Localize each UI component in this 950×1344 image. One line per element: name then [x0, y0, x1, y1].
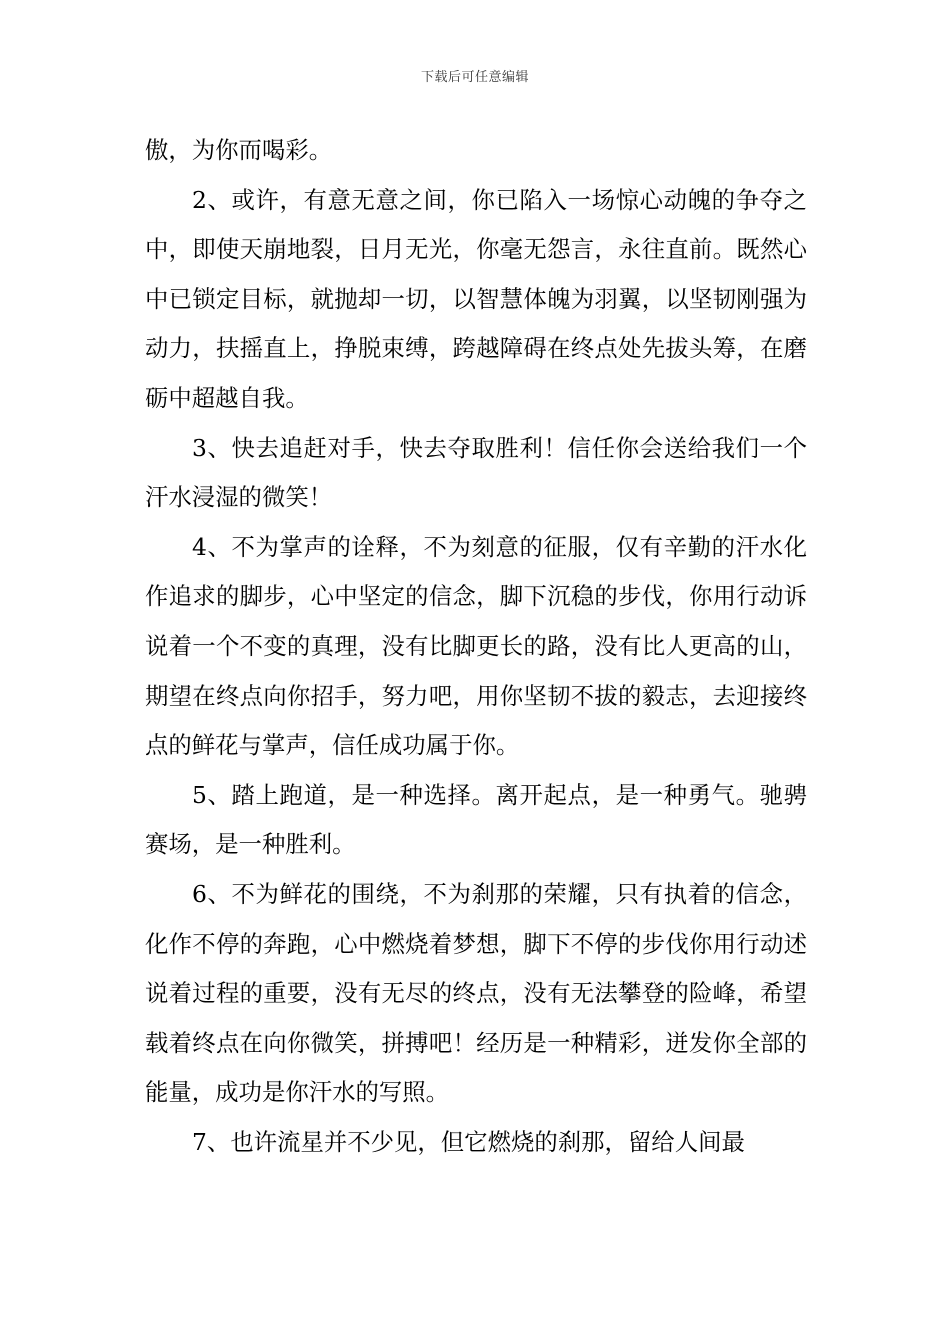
- paragraph: 5、踏上跑道，是一种选择。离开起点，是一种勇气。驰骋赛场，是一种胜利。: [145, 780, 807, 859]
- paragraph: 3、快去追赶对手，快去夺取胜利！信任你会送给我们一个汗水浸湿的微笑！: [145, 433, 807, 512]
- paragraph: 7、也许流星并不少见，但它燃烧的刹那，留给人间最: [192, 1127, 745, 1156]
- paragraph: 4、不为掌声的诠释，不为刻意的征服，仅有辛勤的汗水化作追求的脚步，心中坚定的信念，脚下沉稳的步伐，你用行动诉说着一个不变的真理，没有比脚更长的路，没有比人更高的山，期望在终点向你招手，努力吧，用你坚韧不拔的毅志，去迎接终点的鲜花与掌声，信任成功属于你。: [145, 532, 807, 760]
- document-body: [145, 126, 807, 1167]
- paragraph: 6、不为鲜花的围绕，不为刹那的荣耀，只有执着的信念，化作不停的奔跑，心中燃烧着梦想，脚下不停的步伐你用行动述说着过程的重要，没有无尽的终点，没有无法攀登的险峰，希望载着终点在向你微笑，拼搏吧！经历是一种精彩，迸发你全部的能量，成功是你汗水的写照。: [145, 879, 807, 1107]
- header-note: 下载后可任意编辑: [420, 70, 529, 85]
- paragraph: 2、或许，有意无意之间，你已陷入一场惊心动魄的争夺之中，即使天崩地裂，日月无光，你毫无怨言，永往直前。既然心中已锁定目标，就抛却一切，以智慧体魄为羽翼，以坚韧刚强为动力，扶摇直上，挣脱束缚，跨越障碍在终点处先拔头筹，在磨砺中超越自我。: [145, 185, 807, 412]
- paragraph: 傲，为你而喝彩。: [145, 136, 333, 164]
